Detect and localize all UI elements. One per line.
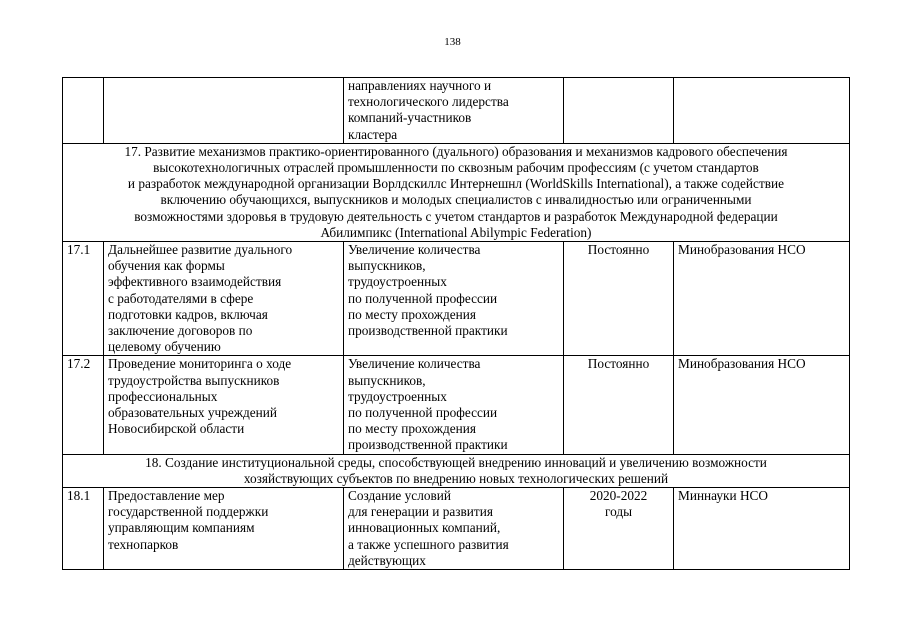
measure-line: с работодателями в сфере: [108, 290, 254, 306]
measure-line: подготовки кадров, включая: [108, 306, 268, 322]
row-number: 17.1: [63, 242, 104, 356]
section-heading-18: [63, 454, 850, 487]
section-line: и разработок международной организации Ворлдскиллс Интернешнл (WorldSkills International), а также содействие: [127, 176, 785, 192]
result-line: трудоустроенных: [348, 388, 447, 404]
cell-term: [564, 78, 674, 144]
measures-table: [62, 77, 850, 570]
measure-line: эффективного взаимодействия: [108, 274, 282, 290]
measure-line: технопарков: [108, 536, 179, 552]
cell-measure: [104, 242, 344, 356]
result-line: технологического лидерства: [348, 94, 509, 110]
result-line: Увеличение количества: [348, 356, 481, 372]
measure-line: Новосибирской области: [108, 421, 245, 437]
section-row: [63, 454, 850, 487]
result-line: направлениях научного и: [348, 78, 492, 93]
cell-executor: Минобразования НСО: [674, 242, 850, 356]
term-line: годы: [604, 504, 633, 520]
section-row: [63, 143, 850, 241]
measure-line: обучения как формы: [108, 258, 225, 274]
result-line: действующих: [348, 552, 426, 568]
result-line: трудоустроенных: [348, 274, 447, 290]
measure-line: трудоустройства выпускников: [108, 372, 280, 388]
cell-result: [344, 356, 564, 454]
measure-line: Предоставление мер: [108, 488, 225, 504]
row-number: 17.2: [63, 356, 104, 454]
section-line: высокотехнологичных отраслей промышленности по сквозным рабочим профессиям (с учетом стандартов: [153, 160, 759, 176]
result-line: а также успешного развития: [348, 536, 509, 552]
section-line: 18. Создание институциональной среды, способствующей внедрению инноваций и увеличению возможности: [145, 454, 767, 470]
cell-result: [344, 242, 564, 356]
result-line: выпускников,: [348, 372, 426, 388]
table-row: [63, 242, 850, 356]
section-line: Абилимпикс (International Abilympic Federation): [320, 224, 592, 240]
cell-measure: [104, 488, 344, 570]
measure-line: управляющим компаниям: [108, 520, 255, 536]
cell-measure: [104, 78, 344, 144]
table-row: [63, 78, 850, 144]
measure-line: Дальнейшее развитие дуального: [108, 242, 293, 258]
section-heading-17: [63, 143, 850, 241]
result-line: по полученной профессии: [348, 405, 498, 421]
result-line: компаний-участников: [348, 110, 472, 126]
cell-result: [344, 78, 564, 144]
cell-term: [564, 488, 674, 570]
result-line: по полученной профессии: [348, 290, 498, 306]
table-row: [63, 488, 850, 570]
result-line: для генерации и развития: [348, 504, 493, 520]
measure-line: государственной поддержки: [108, 504, 269, 520]
section-line: хозяйствующих субъектов по внедрению новых технологических решений: [243, 470, 669, 486]
term-line: 2020-2022: [589, 488, 648, 504]
result-line: инновационных компаний,: [348, 520, 501, 536]
measure-line: заключение договоров по: [108, 323, 253, 339]
cell-term: Постоянно: [564, 242, 674, 356]
measure-line: целевому обучению: [108, 339, 221, 355]
result-line: Увеличение количества: [348, 242, 481, 258]
result-line: по месту прохождения: [348, 306, 476, 322]
table-row: [63, 356, 850, 454]
row-number: 18.1: [63, 488, 104, 570]
result-line: кластера: [348, 126, 398, 142]
cell-result: [344, 488, 564, 570]
result-line: производственной практики: [348, 323, 508, 339]
cell-executor: Миннауки НСО: [674, 488, 850, 570]
measure-line: профессиональных: [108, 388, 218, 404]
section-line: возможностями здоровья в трудовую деятельность с учетом стандартов и разработок Международной федерации: [134, 208, 778, 224]
section-line: 17. Развитие механизмов практико-ориентированного (дуального) образования и механизмов кадрового обеспечения: [124, 143, 788, 159]
section-line: включению обучающихся, выпускников и молодых специалистов с инвалидностью или ограниченными: [160, 192, 752, 208]
cell-num: [63, 78, 104, 144]
measure-line: образовательных учреждений: [108, 405, 277, 421]
result-line: по месту прохождения: [348, 421, 476, 437]
measure-line: Проведение мониторинга о ходе: [108, 356, 292, 372]
cell-measure: [104, 356, 344, 454]
cell-executor: [674, 78, 850, 144]
page-number: 138: [444, 36, 461, 48]
result-line: Создание условий: [348, 488, 451, 504]
cell-term: Постоянно: [564, 356, 674, 454]
result-line: производственной практики: [348, 437, 508, 453]
result-line: выпускников,: [348, 258, 426, 274]
cell-executor: Минобразования НСО: [674, 356, 850, 454]
